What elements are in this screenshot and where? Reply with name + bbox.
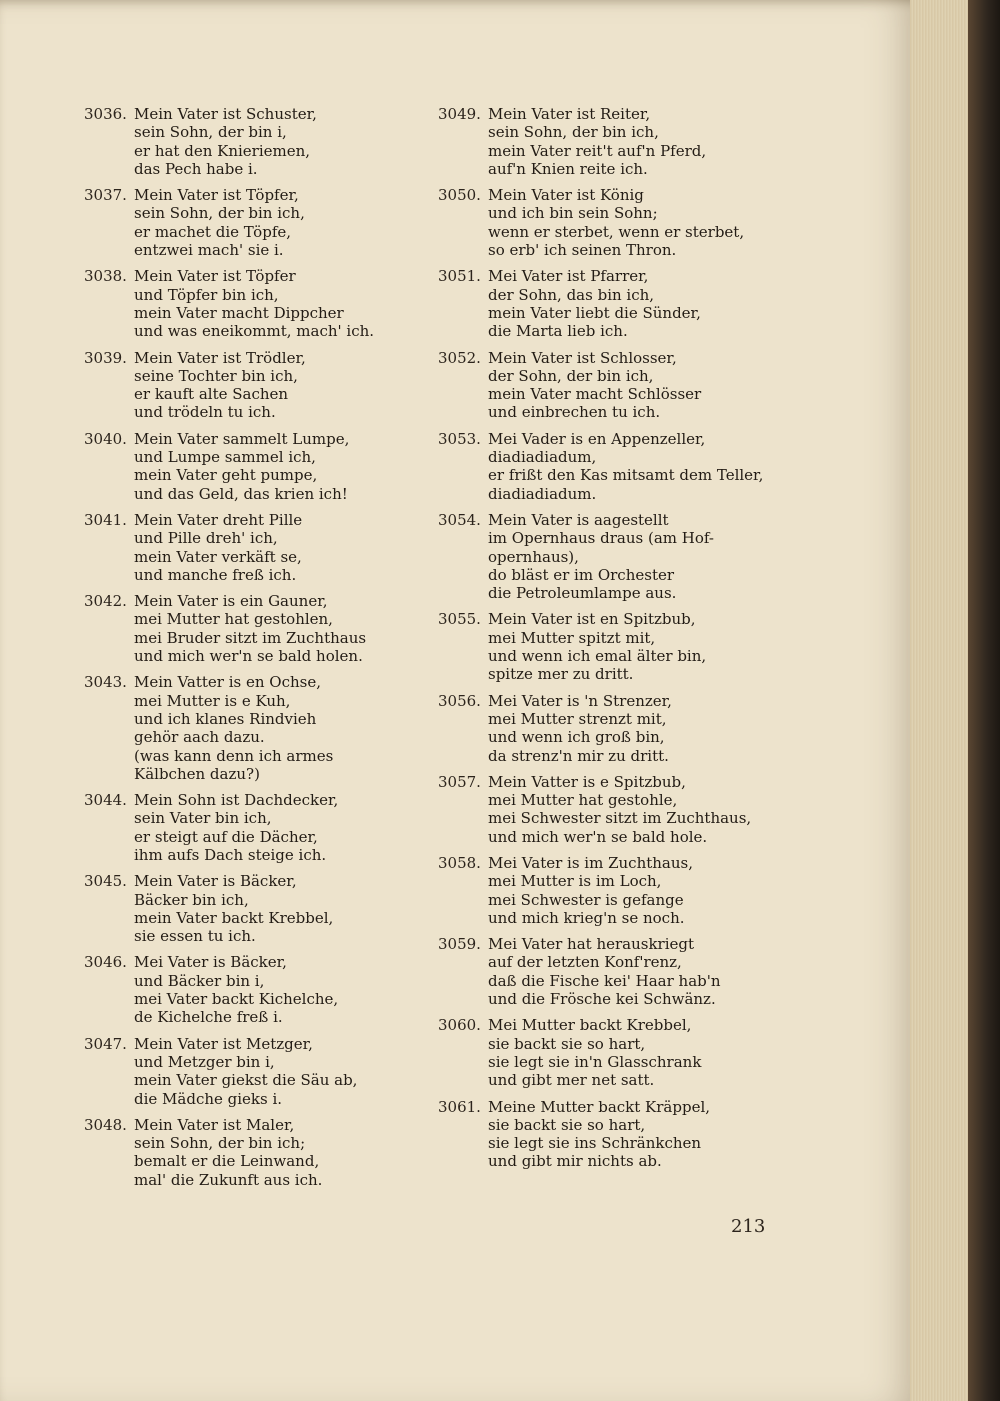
verse-line: diadiadiadum. <box>488 484 597 503</box>
verse-line: Bäcker bin ich, <box>134 890 249 909</box>
verse-line: bemalt er die Leinwand, <box>134 1152 320 1171</box>
verse-line: so erb' ich seinen Thron. <box>488 241 677 260</box>
verse-text <box>488 511 778 602</box>
verse-text <box>488 1016 778 1089</box>
verse-line: Mein Vater ist Töpfer <box>134 267 296 286</box>
verse-text <box>488 692 778 765</box>
verse-line: und wenn ich groß bin, <box>488 728 665 747</box>
verse-line: mei Mutter hat gestohle, <box>488 791 678 810</box>
verse-line: daß die Fische kei' Haar hab'n <box>488 971 721 990</box>
verse-number: 3036. <box>84 105 127 123</box>
verse-line: und die Frösche kei Schwänz. <box>488 990 716 1009</box>
verse-entry <box>84 430 424 503</box>
verse-line: mein Vater giekst die Säu ab, <box>134 1071 358 1090</box>
verse-line: der Sohn, das bin ich, <box>488 285 655 304</box>
verse-entry <box>84 872 424 945</box>
verse-entry <box>438 935 778 1008</box>
verse-line: Kälbchen dazu?) <box>134 764 260 783</box>
verse-number: 3038. <box>84 267 127 286</box>
verse-entry <box>438 1098 778 1171</box>
verse-line: wenn er sterbet, wenn er sterbet, <box>488 222 745 241</box>
verse-line: Meine Mutter backt Kräppel, <box>488 1097 711 1116</box>
verse-line: Mein Vater ist en Spitzbub, <box>488 610 696 629</box>
verse-entry <box>84 673 424 783</box>
verse-text <box>488 186 778 259</box>
verse-number: 3059. <box>438 935 481 954</box>
verse-text <box>488 105 778 178</box>
verse-line: Mein Vater is aagestellt <box>488 510 669 529</box>
verse-number: 3047. <box>84 1034 127 1053</box>
verse-line: mein Vater reit't auf'n Pferd, <box>488 141 707 160</box>
verse-line: sein Vater bin ich, <box>134 809 272 828</box>
verse-line: mein Vater verkäft se, <box>134 547 302 566</box>
verse-line: und ich klanes Rindvieh <box>134 709 317 728</box>
verse-line: und mich wer'n se bald holen. <box>134 647 363 666</box>
verse-text <box>134 1116 424 1189</box>
verse-line: Mein Vater ist Reiter, <box>488 105 651 123</box>
verse-line: und Bäcker bin i, <box>134 971 265 990</box>
verse-text <box>488 610 778 683</box>
verse-line: ihm aufs Dach steige ich. <box>134 845 327 864</box>
verse-number: 3058. <box>438 853 481 872</box>
book-cover <box>968 0 1000 1401</box>
verse-entry <box>84 267 424 340</box>
verse-entry <box>438 1016 778 1089</box>
verse-text <box>134 592 424 665</box>
verse-line: Mei Vater is Bäcker, <box>134 953 287 972</box>
verse-line: sein Sohn, der bin ich; <box>134 1134 306 1153</box>
verse-line: da strenz'n mir zu dritt. <box>488 746 669 765</box>
verse-line: er steigt auf die Dächer, <box>134 827 318 846</box>
verse-entry <box>438 349 778 422</box>
verse-line: mein Vater backt Krebbel, <box>134 908 334 927</box>
verse-line: Mei Vater is 'n Strenzer, <box>488 691 672 710</box>
verse-line: Mein Vater ist Töpfer, <box>134 186 299 205</box>
verse-entry <box>438 430 778 503</box>
page-edges <box>910 0 970 1401</box>
verse-line: sie legt sie ins Schränkchen <box>488 1134 702 1153</box>
verse-line: gehör aach dazu. <box>134 728 265 747</box>
verse-line: Mein Vater ist Schuster, <box>134 105 317 123</box>
verse-line: auf der letzten Konf'renz, <box>488 953 682 972</box>
verse-text <box>134 430 424 503</box>
verse-line: Mein Vater ist Trödler, <box>134 348 306 367</box>
verse-line: opernhaus), <box>488 547 579 566</box>
verse-number: 3039. <box>84 348 127 367</box>
verse-text <box>134 105 424 178</box>
verse-line: Mei Vater hat herauskriegt <box>488 935 695 954</box>
verse-number: 3042. <box>84 592 127 611</box>
verse-line: sie essen tu ich. <box>134 927 256 946</box>
verse-line: mei Mutter spitzt mit, <box>488 628 656 647</box>
verse-line: Mein Vater ist Maler, <box>134 1115 295 1134</box>
verse-entry <box>84 592 424 665</box>
verse-line: im Opernhaus draus (am Hof- <box>488 529 714 548</box>
verse-line: Mein Vatter is e Spitzbub, <box>488 772 686 791</box>
verse-line: und was eneikommt, mach' ich. <box>134 322 375 341</box>
verse-text <box>134 673 424 783</box>
verse-number: 3061. <box>438 1097 481 1116</box>
verse-line: mei Vater backt Kichelche, <box>134 990 339 1009</box>
verse-line: Mei Mutter backt Krebbel, <box>488 1016 692 1035</box>
verse-line: und gibt mir nichts ab. <box>488 1152 662 1171</box>
verse-line: mei Schwester sitzt im Zuchthaus, <box>488 809 752 828</box>
verse-line: Mein Vater ist König <box>488 186 644 205</box>
verse-line: und Töpfer bin ich, <box>134 285 279 304</box>
verse-line: mei Bruder sitzt im Zuchthaus <box>134 628 367 647</box>
verse-line: mei Schwester is gefange <box>488 890 684 909</box>
verse-line: do bläst er im Orchester <box>488 565 675 584</box>
left-column <box>84 105 424 1197</box>
verse-line: das Pech habe i. <box>134 159 258 178</box>
verse-text <box>134 267 424 340</box>
verse-number: 3053. <box>438 429 481 448</box>
verse-line: mal' die Zukunft aus ich. <box>134 1170 323 1189</box>
verse-number: 3055. <box>438 610 481 629</box>
verse-entry <box>438 692 778 765</box>
verse-number: 3051. <box>438 267 481 286</box>
verse-number: 3054. <box>438 510 481 529</box>
verse-line: die Mädche gieks i. <box>134 1089 283 1108</box>
verse-line: diadiadiadum, <box>488 448 597 467</box>
verse-line: sein Sohn, der bin i, <box>134 123 287 142</box>
verse-line: und Pille dreh' ich, <box>134 529 278 548</box>
verse-number: 3052. <box>438 348 481 367</box>
verse-entry <box>84 105 424 178</box>
verse-line: Mein Vatter is en Ochse, <box>134 673 322 692</box>
verse-line: Mei Vater is im Zuchthaus, <box>488 853 693 872</box>
verse-entry <box>438 511 778 602</box>
verse-text <box>488 1098 778 1171</box>
verse-line: Mei Vater ist Pfarrer, <box>488 267 649 286</box>
verse-text <box>488 773 778 846</box>
verse-line: mei Mutter is e Kuh, <box>134 691 291 710</box>
verse-line: mei Mutter strenzt mit, <box>488 709 667 728</box>
verse-number: 3046. <box>84 953 127 972</box>
verse-line: er kauft alte Sachen <box>134 385 289 404</box>
verse-line: und einbrechen tu ich. <box>488 403 661 422</box>
verse-number: 3056. <box>438 691 481 710</box>
verse-line: mei Mutter hat gestohlen, <box>134 610 333 629</box>
right-column <box>438 105 778 1179</box>
verse-entry <box>438 186 778 259</box>
verse-line: sein Sohn, der bin ich, <box>488 123 659 142</box>
verse-line: Mei Vader is en Appenzeller, <box>488 429 706 448</box>
verse-line: sein Sohn, der bin ich, <box>134 204 305 223</box>
verse-number: 3043. <box>84 673 127 692</box>
page-number: 213 <box>731 1216 766 1237</box>
verse-line: und Metzger bin i, <box>134 1052 275 1071</box>
verse-line: Mein Vater sammelt Lumpe, <box>134 429 350 448</box>
verse-line: seine Tochter bin ich, <box>134 366 298 385</box>
verse-number: 3060. <box>438 1016 481 1035</box>
verse-entry <box>438 610 778 683</box>
verse-line: und wenn ich emal älter bin, <box>488 647 707 666</box>
verse-line: und mich wer'n se bald hole. <box>488 827 708 846</box>
verse-text <box>488 430 778 503</box>
verse-number: 3041. <box>84 510 127 529</box>
verse-text <box>134 511 424 584</box>
verse-text <box>134 791 424 864</box>
verse-text <box>134 872 424 945</box>
verse-line: mei Mutter is im Loch, <box>488 872 662 891</box>
verse-text <box>488 854 778 927</box>
verse-line: Mein Sohn ist Dachdecker, <box>134 791 339 810</box>
verse-number: 3037. <box>84 186 127 205</box>
verse-number: 3040. <box>84 429 127 448</box>
verse-entry <box>84 1116 424 1189</box>
verse-line: er frißt den Kas mitsamt dem Teller, <box>488 466 764 485</box>
verse-entry <box>438 773 778 846</box>
verse-text <box>134 953 424 1026</box>
verse-entry <box>84 511 424 584</box>
verse-line: Mein Vater ist Metzger, <box>134 1034 313 1053</box>
verse-line: mein Vater geht pumpe, <box>134 466 318 485</box>
verse-line: Mein Vater ist Schlosser, <box>488 348 677 367</box>
verse-line: sie backt sie so hart, <box>488 1034 646 1053</box>
verse-text <box>134 1035 424 1108</box>
verse-line: sie legt sie in'n Glasschrank <box>488 1052 702 1071</box>
verse-line: mein Vater liebt die Sünder, <box>488 303 701 322</box>
verse-line: und Lumpe sammel ich, <box>134 448 316 467</box>
verse-line: und gibt mer net satt. <box>488 1071 655 1090</box>
verse-text <box>134 186 424 259</box>
verse-line: de Kichelche freß i. <box>134 1008 283 1027</box>
verse-text <box>488 935 778 1008</box>
verse-line: sie backt sie so hart, <box>488 1115 646 1134</box>
verse-line: und das Geld, das krien ich! <box>134 484 348 503</box>
verse-line: und ich bin sein Sohn; <box>488 204 658 223</box>
verse-line: spitze mer zu dritt. <box>488 665 634 684</box>
verse-line: Mein Vater is ein Gauner, <box>134 592 328 611</box>
verse-entry <box>84 1035 424 1108</box>
verse-entry <box>438 854 778 927</box>
verse-number: 3057. <box>438 772 481 791</box>
verse-entry <box>84 953 424 1026</box>
verse-entry <box>84 791 424 864</box>
verse-line: die Petroleumlampe aus. <box>488 584 677 603</box>
verse-number: 3045. <box>84 872 127 891</box>
verse-line: Mein Vater is Bäcker, <box>134 872 297 891</box>
verse-line: Mein Vater dreht Pille <box>134 510 303 529</box>
verse-line: der Sohn, der bin ich, <box>488 366 654 385</box>
verse-line: (was kann denn ich armes <box>134 746 334 765</box>
verse-line: und mich krieg'n se noch. <box>488 908 685 927</box>
verse-number: 3049. <box>438 105 481 123</box>
verse-entry <box>84 349 424 422</box>
verse-line: die Marta lieb ich. <box>488 322 628 341</box>
verse-line: er machet die Töpfe, <box>134 222 292 241</box>
verse-number: 3048. <box>84 1115 127 1134</box>
verse-text <box>134 349 424 422</box>
verse-entry <box>438 267 778 340</box>
verse-text <box>488 267 778 340</box>
verse-line: und trödeln tu ich. <box>134 403 276 422</box>
verse-text <box>488 349 778 422</box>
verse-line: er hat den Knieriemen, <box>134 141 311 160</box>
verse-line: mein Vater macht Dippcher <box>134 303 344 322</box>
verse-line: und manche freß ich. <box>134 565 297 584</box>
verse-number: 3050. <box>438 186 481 205</box>
verse-entry <box>84 186 424 259</box>
verse-entry <box>438 105 778 178</box>
verse-line: auf'n Knien reite ich. <box>488 159 648 178</box>
verse-number: 3044. <box>84 791 127 810</box>
verse-line: entzwei mach' sie i. <box>134 241 284 260</box>
verse-line: mein Vater macht Schlösser <box>488 385 702 404</box>
